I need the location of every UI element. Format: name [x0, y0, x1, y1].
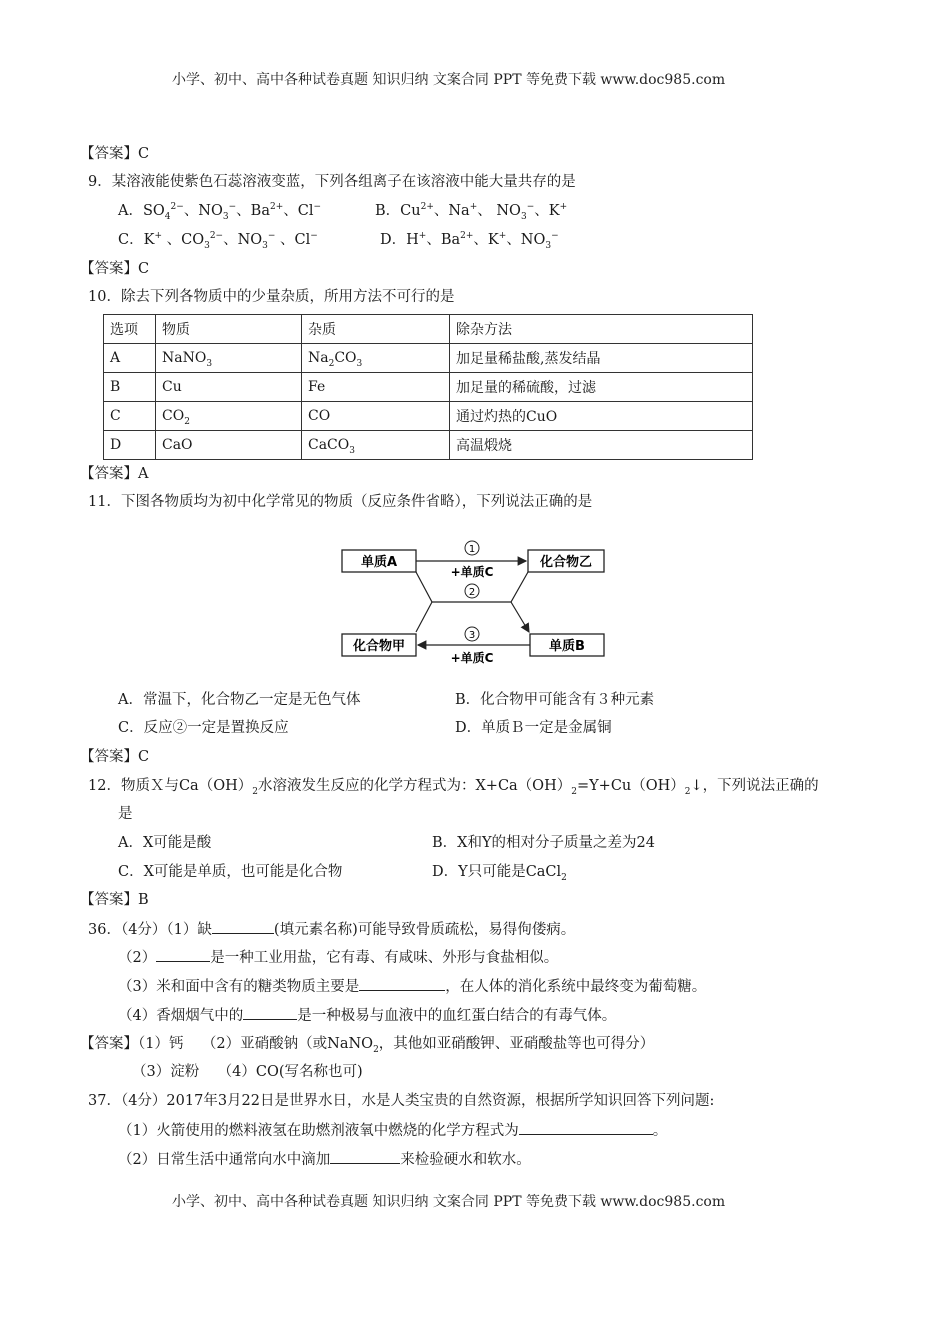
table-cell: 加足量稀盐酸,蒸发结晶 [450, 344, 753, 373]
q36-line3: （3）米和面中含有的糖类物质主要是 ，在人体的消化系统中最终变为葡萄糖。 [118, 976, 706, 997]
table-cell: CaCO$_3$ [302, 431, 450, 460]
table-row [104, 431, 753, 460]
reaction-2-label: 2 [468, 587, 476, 598]
page-footer: 小学、初中、高中各种试卷真题 知识归纳 文案合同 PPT 等免费下载 www.doc985.com [172, 1194, 726, 1210]
table-cell: A [104, 344, 156, 373]
q11-option-d: D．单质Ｂ一定是金属铜 [455, 720, 612, 736]
table-cell: 通过灼热的CuO [450, 402, 753, 431]
q11-answer: 【答案】C [80, 749, 150, 765]
table-header: 除杂方法 [450, 315, 753, 344]
q9-option-a: A．$SO_4^{2-}$、$NO_3^-$、$Ba^{2+}$、Cl− [118, 202, 322, 222]
q36-line1: 36．（4分）（1）缺 (填元素名称)可能导致骨质疏松，易得佝偻病。 [88, 919, 575, 940]
table-cell: D [104, 431, 156, 460]
table-header: 杂质 [302, 315, 450, 344]
table-header-row [104, 315, 753, 344]
q10-stem: 10．除去下列各物质中的少量杂质，所用方法不可行的是 [88, 289, 455, 305]
q12-stem-line2: 是 [118, 806, 133, 822]
plus-c-top: +单质C [450, 565, 494, 579]
table-cell: Fe [302, 373, 450, 402]
q12-option-c: C．X可能是单质，也可能是化合物 [118, 864, 343, 880]
q9-option-d: D．H+、$Ba^{2+}$、K+、$NO_3^-$ [380, 231, 559, 251]
table-header: 物质 [156, 315, 302, 344]
table-cell: NaNO$_3$ [156, 344, 302, 373]
answer-prev: 【答案】C [80, 146, 150, 162]
table-cell: $Na_2CO_3$ [302, 344, 450, 373]
table-cell: Cu [156, 373, 302, 402]
q37-line1: 37．（4分）2017年3月22日是世界水日，水是人类宝贵的自然资源，根据所学知识回答下列问题: [88, 1093, 715, 1109]
q9-option-b: B．$Cu^{2+}$、Na+、 $NO_3^-$、K+ [375, 202, 568, 222]
reaction-1-label: 1 [468, 544, 476, 555]
box-a-label: 单质A [360, 555, 398, 570]
q36-line2: （2） 是一种工业用盐，它有毒、有咸味、外形与食盐相似。 [118, 947, 558, 968]
q10-table [103, 314, 753, 460]
plus-c-bottom: +单质C [450, 651, 494, 665]
q12-stem: 12．物质Ｘ与$Ca(OH)_2$水溶液发生反应的化学方程式为：$X+Ca(OH)_2=Y+Cu(OH)_2↓$，下列说法正确的 [88, 778, 819, 797]
q11-option-a: A．常温下，化合物乙一定是无色气体 [118, 692, 361, 708]
table-cell: 加足量的稀硫酸，过滤 [450, 373, 753, 402]
table-header: 选项 [104, 315, 156, 344]
q10-answer: 【答案】A [80, 466, 149, 482]
reaction-3-label: 3 [468, 630, 476, 641]
q11-stem: 11．下图各物质均为初中化学常见的物质（反应条件省略），下列说法正确的是 [88, 494, 593, 510]
table-row [104, 402, 753, 431]
table-cell: CaO [156, 431, 302, 460]
table-cell: 高温煅烧 [450, 431, 753, 460]
table-cell: $CO_2$ [156, 402, 302, 431]
q11-option-c: C．反应②一定是置换反应 [118, 720, 289, 736]
page-header: 小学、初中、高中各种试卷真题 知识归纳 文案合同 PPT 等免费下载 www.doc985.com [172, 72, 726, 88]
table-cell: CO [302, 402, 450, 431]
q37-line2: （1）火箭使用的燃料液氢在助燃剂液氧中燃烧的化学方程式为 。 [118, 1120, 667, 1141]
table-row [104, 344, 753, 373]
table-row [104, 373, 753, 402]
q9-answer: 【答案】C [80, 261, 150, 277]
q9-option-c: C．K+ 、$CO_3^{2-}$、$NO_3^-$ 、Cl− [118, 231, 318, 251]
q36-answer-line2: （3）淀粉 （4）CO(写名称也可) [132, 1064, 363, 1080]
table-cell: C [104, 402, 156, 431]
table-cell: B [104, 373, 156, 402]
q9-stem: 9．某溶液能使紫色石蕊溶液变蓝，下列各组离子在该溶液中能大量共存的是 [88, 174, 576, 190]
q12-option-b: B．X和Y的相对分子质量之差为24 [432, 835, 656, 851]
q12-answer: 【答案】B [80, 892, 149, 908]
arrow-2-head [511, 602, 529, 632]
box-b-label: 单质B [549, 639, 585, 654]
box-jia-label: 化合物甲 [352, 639, 406, 654]
q12-option-a: A．X可能是酸 [118, 835, 212, 851]
q12-option-d: D．Y只可能是CaCl$_2$ [432, 864, 567, 883]
q11-option-b: B．化合物甲可能含有３种元素 [455, 692, 655, 708]
q36-answer-line1: 【答案】（1）钙 （2）亚硝酸钠（或NaNO$_2$，其他如亚硝酸钾、亚硝酸盐等也可得分） [80, 1036, 655, 1055]
box-yi-label: 化合物乙 [539, 555, 593, 570]
q37-line3: （2）日常生活中通常向水中滴加 来检验硬水和软水。 [118, 1149, 531, 1170]
q36-line4: （4）香烟烟气中的 是一种极易与血液中的血红蛋白结合的有毒气体。 [118, 1005, 616, 1026]
reaction-diagram [336, 536, 612, 670]
